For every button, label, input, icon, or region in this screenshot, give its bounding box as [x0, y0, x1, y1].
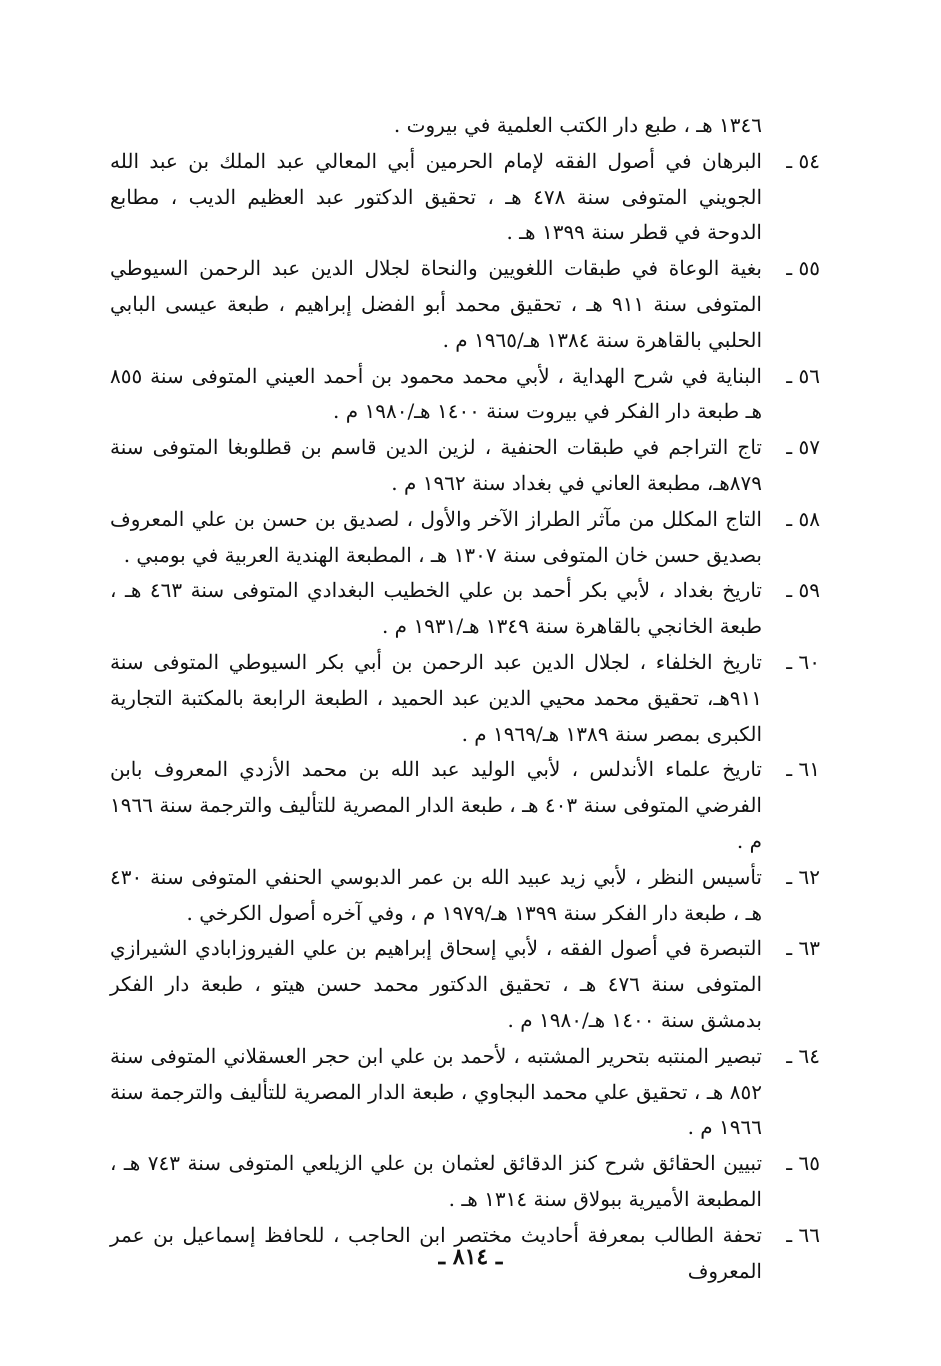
bibliography-entry [110, 645, 820, 752]
entry-number: ٥٥ ـ [786, 256, 820, 281]
entry-text: تاج التراجم في طبقات الحنفية ، لزين الدين قاسم بن قطلوبغا المتوفى سنة ٨٧٩هـ، مطبعة العاني في بغداد سنة ١٩٦٢ م . [110, 435, 762, 495]
entry-number: ٦٢ ـ [786, 864, 820, 889]
entry-text: تبيين الحقائق شرح كنز الدقائق لعثمان بن علي الزيلعي المتوفى سنة ٧٤٣ هـ ، المطبعة الأميرية ببولاق سنة ١٣١٤ هـ . [110, 1151, 763, 1211]
bibliography-entry-continued [110, 108, 820, 144]
entry-number: ٥٧ ـ [786, 435, 820, 460]
entry-number: ٦٠ ـ [786, 649, 820, 674]
entry-text: تاريخ الخلفاء ، لجلال الدين عبد الرحمن بن أبي بكر السيوطي المتوفى سنة ٩١١هـ، تحقيق محمد محيي الدين عبد الحميد ، الطبعة الرابعة بالمكتبة التجارية الكبرى بمصر سنة ١٣٨٩ هـ/١٩٦٩ م . [110, 649, 762, 746]
entry-number: ٦١ ـ [786, 757, 820, 782]
entry-text: التاج المكلل من مآثر الطراز الآخر والأول ، لصديق بن حسن بن علي المعروف بصديق حسن خان المتوفى سنة ١٣٠٧ هـ ، المطبعة الهندية العربية في بومبي . [110, 506, 762, 567]
entry-number: ٥٨ ـ [786, 506, 820, 531]
entry-text: تأسيس النظر ، لأبي زيد عبيد الله بن عمر الدبوسي الحنفي المتوفى سنة ٤٣٠ هـ ، طبعة دار الفكر سنة ١٣٩٩ هـ/١٩٧٩ م ، وفي آخره أصول الكرخي . [110, 864, 762, 925]
bibliography-entry [110, 430, 820, 502]
entry-text: تبصير المنتبه بتحرير المشتبه ، لأحمد بن علي ابن حجر العسقلاني المتوفى سنة ٨٥٢ هـ ، تحقيق علي محمد البجاوي ، طبعة الدار المصرية للتأليف والترجمة سنة ١٩٦٦ م . [110, 1043, 762, 1140]
bibliography-entry [110, 144, 820, 251]
bibliography-entry [110, 1039, 820, 1146]
entry-number: ٦٣ ـ [786, 936, 820, 961]
entry-text: تاريخ بغداد ، لأبي بكر أحمد بن علي الخطيب البغدادي المتوفى سنة ٤٦٣ هـ ، طبعة الخانجي بالقاهرة سنة ١٣٤٩ هـ/١٩٣١ م . [110, 578, 762, 639]
bibliography-list [110, 108, 820, 1289]
bibliography-entry [110, 752, 820, 859]
entry-text: تاريخ علماء الأندلس ، لأبي الوليد عبد الله بن محمد الأزدي المعروف بابن الفرضي المتوفى سنة ٤٠٣ هـ ، طبعة الدار المصرية للتأليف والترجمة سنة ١٩٦٦ م . [110, 757, 762, 853]
bibliography-entry [110, 502, 820, 574]
entry-text: ١٣٤٦ هـ ، طبع دار الكتب العلمية في بيروت . [393, 113, 762, 137]
bibliography-entry [110, 931, 820, 1038]
bibliography-entry [110, 860, 820, 932]
bibliography-entry [110, 573, 820, 645]
entry-number: ٦٤ ـ [786, 1043, 820, 1068]
entry-text: بغية الوعاة في طبقات اللغويين والنحاة لجلال الدين عبد الرحمن السيوطي المتوفى سنة ٩١١ هـ ، تحقيق محمد أبو الفضل إبراهيم ، طبعة عيسى البابي الحلبي بالقاهرة سنة ١٣٨٤ هـ/١٩٦٥ م . [110, 256, 762, 352]
entry-text: البناية في شرح الهداية ، لأبي محمد محمود بن أحمد العيني المتوفى سنة ٨٥٥ هـ طبعة دار الفكر في بيروت سنة ١٤٠٠ هـ/١٩٨٠ م . [110, 363, 762, 424]
entry-number: ٥٤ ـ [786, 148, 820, 173]
bibliography-entry [110, 1146, 820, 1218]
entry-text: البرهان في أصول الفقه لإمام الحرمين أبي المعالي عبد الملك بن عبد الله الجويني المتوفى سنة ٤٧٨ هـ ، تحقيق الدكتور عبد العظيم الديب ، مطابع الدوحة في قطر سنة ١٣٩٩ هـ . [110, 148, 762, 245]
entry-text: التبصرة في أصول الفقه ، لأبي إسحاق إبراهيم بن علي الفيروزابادي الشيرازي المتوفى سنة ٤٧٦ هـ ، تحقيق الدكتور محمد حسن هيتو ، طبعة دار الفكر بدمشق سنة ١٤٠٠ هـ/١٩٨٠ م . [110, 936, 762, 1032]
entry-text: تحفة الطالب بمعرفة أحاديث مختصر ابن الحاجب ، للحافظ إسماعيل بن عمر المعروف [110, 1222, 762, 1283]
entry-number: ٦٥ ـ [786, 1151, 820, 1176]
entry-number: ٦٦ ـ [786, 1222, 820, 1247]
bibliography-entry [110, 359, 820, 431]
entry-number: ٥٩ ـ [786, 578, 820, 603]
page-number: ـ ٨١٤ ـ [438, 1244, 503, 1270]
entry-number: ٥٦ ـ [786, 363, 820, 388]
bibliography-entry [110, 251, 820, 358]
